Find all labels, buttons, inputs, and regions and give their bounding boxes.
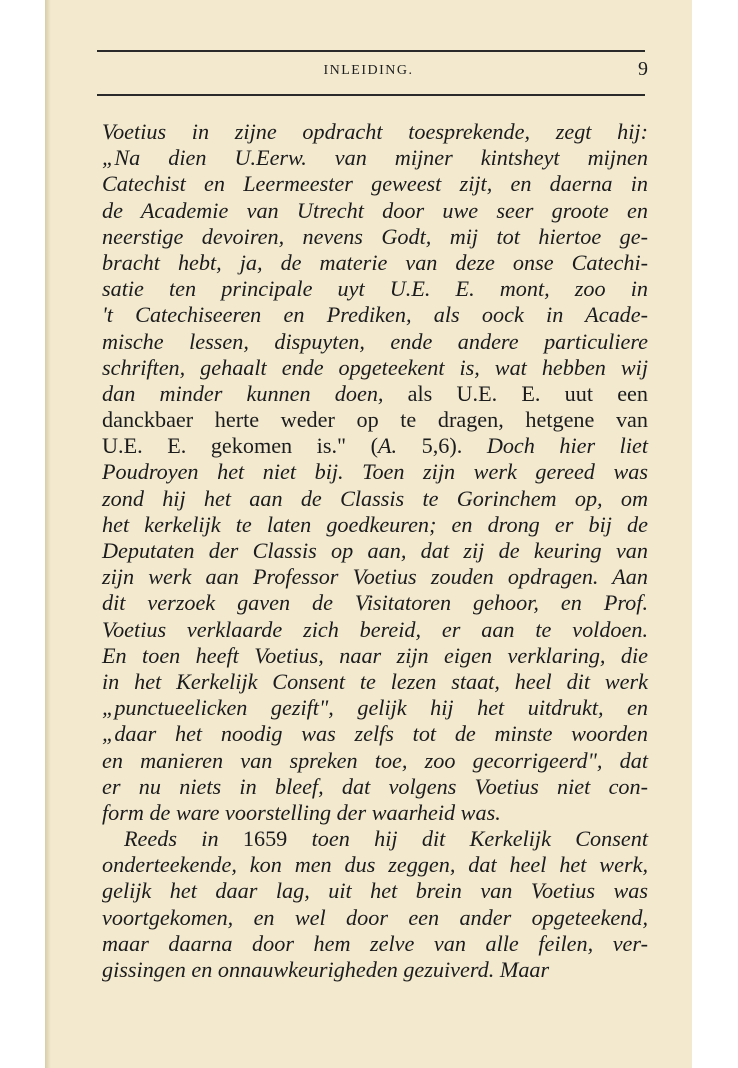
text-segment: bracht hebt, ja, de materie van deze onse Catechi- bbox=[102, 249, 648, 275]
text-line bbox=[102, 198, 648, 224]
text-line bbox=[102, 800, 648, 826]
text-segment: „daar het noodig was zelfs tot de minste woorden bbox=[102, 721, 648, 747]
text-line bbox=[102, 774, 648, 800]
text-segment: form de ware voorstelling der waarheid was. bbox=[102, 799, 501, 825]
header-rule-top bbox=[97, 50, 645, 52]
text-segment: Voetius in zijne opdracht toesprekende, zegt hij: bbox=[102, 119, 648, 144]
text-segment: satie ten principale uyt U.E. E. mont, zoo in bbox=[102, 276, 648, 302]
text-line bbox=[102, 669, 648, 695]
text-line bbox=[102, 486, 648, 512]
page-number: 9 bbox=[638, 58, 648, 80]
text-segment: maar daarna door hem zelve van alle feilen, ver- bbox=[102, 930, 648, 956]
text-segment: Catechist en Leermeester geweest zijt, en daerna in bbox=[102, 171, 648, 197]
text-line bbox=[102, 171, 648, 197]
text-segment: dit verzoek gaven de Visitatoren gehoor, en Prof. bbox=[102, 590, 648, 616]
text-line bbox=[102, 407, 648, 433]
text-segment: zijn werk aan Professor Voetius zouden opdragen. Aan bbox=[102, 564, 648, 590]
text-segment: er nu niets in bleef, dat volgens Voetius niet con- bbox=[102, 773, 648, 799]
text-segment: en manieren van spreken toe, zoo gecorrigeerd", dat bbox=[102, 747, 648, 773]
text-segment: A. bbox=[377, 433, 398, 459]
header-rule-bottom bbox=[97, 94, 645, 96]
text-line bbox=[102, 878, 648, 904]
text-segment: Deputaten der Classis op aan, dat zij de keuring van bbox=[102, 538, 648, 563]
text-segment: voortgekomen, en wel door een ander opgeteekend, bbox=[102, 904, 648, 930]
body-text bbox=[102, 119, 648, 983]
text-segment: mische lessen, dispuyten, ende andere particuliere bbox=[102, 328, 648, 354]
running-head: INLEIDING. bbox=[323, 63, 414, 78]
text-line bbox=[102, 748, 648, 774]
text-line bbox=[102, 905, 648, 931]
text-segment: En toen heeft Voetius, naar zijn eigen verklaring, die bbox=[102, 642, 648, 668]
text-segment: zond hij het aan de Classis te Gorinchem op, om bbox=[102, 485, 648, 511]
text-line bbox=[102, 329, 648, 355]
text-line bbox=[102, 957, 648, 983]
text-line bbox=[102, 224, 648, 250]
text-segment: 't Catechiseeren en Prediken, als oock in Acade- bbox=[102, 302, 648, 328]
page-spine bbox=[45, 0, 51, 1068]
text-line bbox=[102, 433, 648, 459]
text-line bbox=[102, 852, 648, 878]
text-line bbox=[102, 564, 648, 590]
text-line bbox=[102, 590, 648, 616]
text-line bbox=[102, 355, 648, 381]
text-segment: gissingen en onnauwkeurigheden gezuiverd. Maar bbox=[102, 957, 550, 982]
text-segment: de Academie van Utrecht door uwe seer groote en bbox=[102, 197, 648, 223]
text-segment: in het Kerkelijk Consent te lezen staat, heel dit werk bbox=[102, 668, 648, 694]
text-segment: als U.E. E. uut een bbox=[383, 380, 648, 406]
text-line bbox=[102, 512, 648, 538]
text-segment: toen hij dit Kerkelijk Consent bbox=[287, 826, 648, 852]
text-segment: Reeds in bbox=[124, 826, 243, 852]
text-line bbox=[102, 119, 648, 145]
text-line bbox=[102, 302, 648, 328]
text-segment: „punctueelicken gezift", gelijk hij het uitdrukt, en bbox=[102, 695, 648, 721]
text-line bbox=[102, 643, 648, 669]
text-segment: danckbaer herte weder op te dragen, hetgene van bbox=[102, 407, 648, 433]
text-line bbox=[102, 276, 648, 302]
text-line bbox=[102, 459, 648, 485]
text-segment: Voetius verklaarde zich bereid, er aan te voldoen. bbox=[102, 616, 648, 642]
text-line bbox=[102, 250, 648, 276]
text-line bbox=[102, 381, 648, 407]
text-line bbox=[102, 617, 648, 643]
text-line bbox=[102, 931, 648, 957]
text-segment: gelijk het daar lag, uit het brein van Voetius was bbox=[102, 878, 648, 904]
book-page bbox=[45, 0, 692, 1068]
text-segment: neerstige devoiren, nevens Godt, mij tot hiertoe ge- bbox=[102, 223, 648, 249]
text-segment: onderteekende, kon men dus zeggen, dat heel het werk, bbox=[102, 852, 648, 878]
text-segment: Doch hier liet bbox=[486, 433, 648, 459]
text-line bbox=[102, 721, 648, 747]
text-line bbox=[102, 826, 648, 852]
text-segment: Poudroyen het niet bij. Toen zijn werk gereed was bbox=[102, 459, 648, 485]
text-segment: dan minder kunnen doen, bbox=[102, 380, 384, 406]
text-line bbox=[102, 695, 648, 721]
text-segment: „Na dien U.Eerw. van mijner kintsheyt mijnen bbox=[102, 145, 648, 171]
text-line bbox=[102, 538, 648, 564]
text-segment: het kerkelijk te laten goedkeuren; en drong er bij de bbox=[102, 511, 648, 537]
text-line bbox=[102, 145, 648, 171]
text-segment: U.E. E. gekomen is." ( bbox=[102, 433, 378, 459]
text-segment: 5,6). bbox=[397, 433, 487, 459]
text-segment: 1659 bbox=[242, 826, 288, 852]
text-segment: schriften, gehaalt ende opgeteekent is, wat hebben wij bbox=[102, 354, 648, 380]
